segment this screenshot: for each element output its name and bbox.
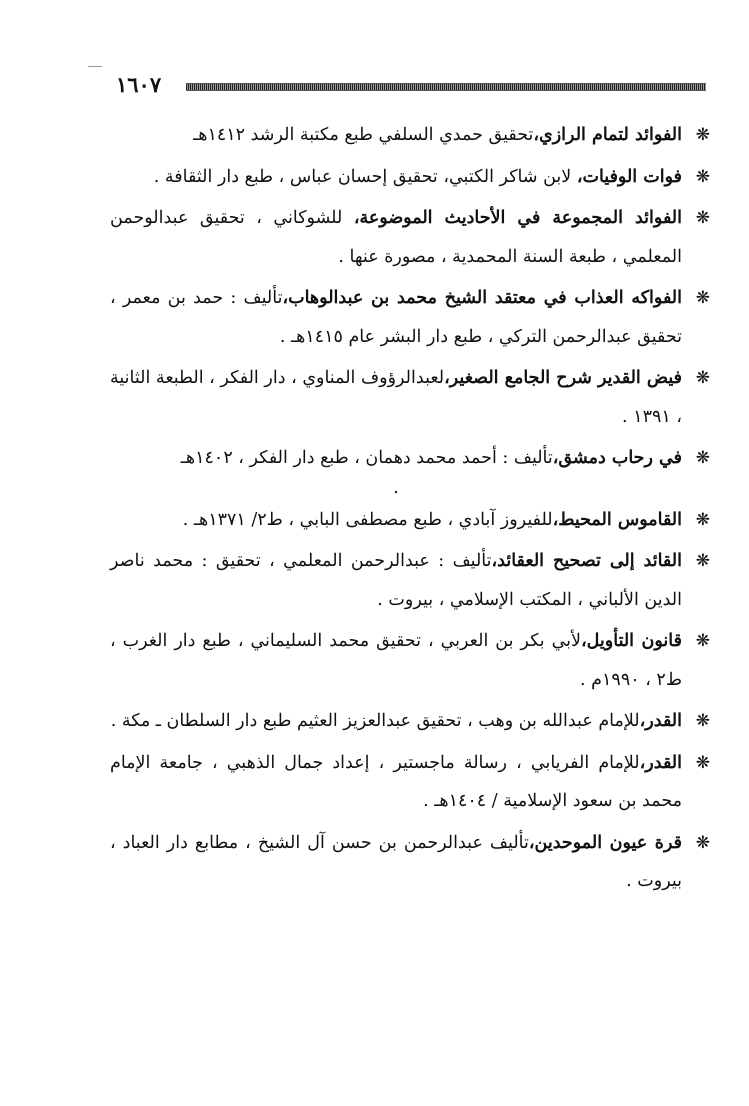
entry-text: تأليف : حمد بن معمر ، تحقيق عبدالرحمن التركي ، طبع دار البشر عام ١٤١٥هـ . xyxy=(110,288,682,347)
entry-text: للإمام الفريابي ، رسالة ماجستير ، إعداد جمال الذهبي ، جامعة الإمام محمد بن سعود الإسلامية / ١٤٠٤هـ . xyxy=(110,752,682,811)
entry-text: تحقيق حمدي السلفي طبع مكتبة الرشد ١٤١٢هـ xyxy=(193,125,534,145)
entry-title: الفوائد لتمام الرازي، xyxy=(533,125,682,145)
entry-title: القائد إلى تصحيح العقائد، xyxy=(491,551,682,571)
bullet-icon: ❋ xyxy=(695,208,710,228)
bibliography-entry xyxy=(110,199,710,276)
bibliography-entry xyxy=(110,501,710,540)
entry-title: القدر، xyxy=(639,711,682,731)
entry-text: تأليف عبدالرحمن بن حسن آل الشيخ ، مطابع دار العباد ، بيروت . xyxy=(110,832,682,891)
entry-title: القدر، xyxy=(639,752,682,773)
bullet-icon: ❋ xyxy=(695,509,710,530)
entry-trailing-period: . xyxy=(393,477,399,498)
bibliography-entry xyxy=(110,439,710,498)
entry-text: لابن شاكر الكتبي، تحقيق إحسان عباس ، طبع دار الثقافة . xyxy=(153,166,577,187)
scan-mark xyxy=(88,66,102,67)
entry-text: للفيروز آبادي ، طبع مصطفى البابي ، ط٢/ ١٣٧١هـ . xyxy=(182,509,553,530)
bullet-icon: ❋ xyxy=(695,448,710,468)
bibliography-entry xyxy=(110,158,710,197)
entry-text: تأليف : أحمد محمد دهمان ، طبع دار الفكر ، ١٤٠٢هـ xyxy=(180,448,553,468)
bullet-icon: ❋ xyxy=(695,125,710,145)
entry-title: قانون التأويل، xyxy=(581,631,682,651)
bibliography-list xyxy=(110,116,710,904)
bibliography-entry xyxy=(110,116,710,155)
bibliography-entry xyxy=(110,702,710,741)
entry-text: للشوكاني ، تحقيق عبدالوحمن المعلمي ، طبعة السنة المحمدية ، مصورة عنها . xyxy=(110,208,682,267)
entry-text: تأليف : عبدالرحمن المعلمي ، تحقيق : محمد ناصر الدين الألباني ، المكتب الإسلامي ، بيروت . xyxy=(110,551,682,610)
bullet-icon: ❋ xyxy=(695,368,710,388)
bullet-icon: ❋ xyxy=(695,631,710,651)
entry-title: فوات الوفيات، xyxy=(576,166,682,187)
bullet-icon: ❋ xyxy=(695,832,710,853)
entry-title: الفواكه العذاب في معتقد الشيخ محمد بن عبدالوهاب، xyxy=(282,288,682,308)
bibliography-entry xyxy=(110,622,710,699)
bullet-icon: ❋ xyxy=(695,551,710,571)
header-rule xyxy=(186,83,706,91)
entry-title: في رحاب دمشق، xyxy=(552,448,682,468)
entry-text: لعبدالرؤوف المناوي ، دار الفكر ، الطبعة الثانية ، ١٣٩١ . xyxy=(110,368,682,427)
bullet-icon: ❋ xyxy=(695,711,710,731)
page-number: ١٦٠٧ xyxy=(116,72,162,97)
bibliography-entry xyxy=(110,542,710,619)
bibliography-entry xyxy=(110,744,710,821)
bibliography-entry xyxy=(110,279,710,356)
entry-title: القاموس المحيط، xyxy=(552,509,682,530)
bibliography-entry xyxy=(110,824,710,901)
bullet-icon: ❋ xyxy=(695,166,710,187)
entry-title: قرة عيون الموحدين، xyxy=(528,832,683,853)
bullet-icon: ❋ xyxy=(695,288,710,308)
entry-text: للإمام عبدالله بن وهب ، تحقيق عبدالعزيز العثيم طبع دار السلطان ـ مكة . xyxy=(110,711,640,731)
bibliography-entry xyxy=(110,359,710,436)
entry-text: لأبي بكر بن العربي ، تحقيق محمد السليماني ، طبع دار الغرب ، ط٢ ، ١٩٩٠م . xyxy=(110,631,682,690)
entry-title: فيض القدير شرح الجامع الصغير، xyxy=(444,368,682,388)
page-header xyxy=(116,70,706,100)
entry-title: الفوائد المجموعة في الأحاديث الموضوعة، xyxy=(353,208,683,228)
bullet-icon: ❋ xyxy=(695,752,710,773)
